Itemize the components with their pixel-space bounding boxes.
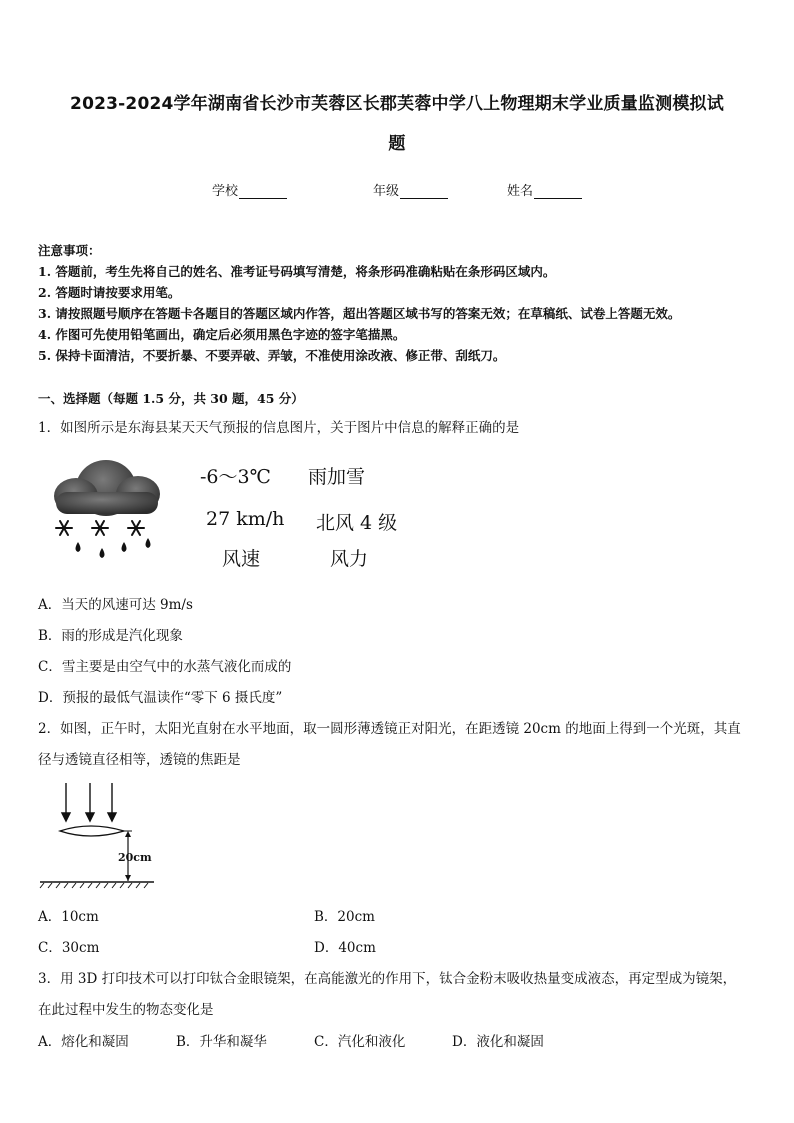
note-item-4: 4. 作图可先使用铅笔画出，确定后必须用黑色字迹的签字笔描黑。 (38, 327, 406, 342)
weather-wind: 北风 4 级 (316, 512, 398, 534)
note-item-1: 1. 答题前，考生先将自己的姓名、准考证号码填写清楚，将条形码准确粘贴在条形码区域内。 (38, 264, 556, 279)
q2-option-a[interactable]: A．10cm (38, 909, 99, 925)
q3-option-b[interactable]: B．升华和凝华 (176, 1034, 267, 1050)
notes-section (38, 240, 680, 366)
name-label: 姓名 (507, 184, 534, 199)
q2-option-c[interactable]: C．30cm (38, 940, 100, 956)
weather-wind-label: 风力 (330, 548, 369, 570)
q1-option-d[interactable]: D．预报的最低气温读作“零下 6 摄氏度” (38, 690, 283, 706)
document-title-line2: 题 (388, 134, 406, 154)
q2-option-d[interactable]: D．40cm (314, 940, 376, 956)
grade-field[interactable] (373, 180, 448, 199)
q2-option-b[interactable]: B．20cm (314, 909, 375, 925)
name-field[interactable] (507, 180, 582, 199)
weather-speed-label: 风速 (222, 548, 261, 570)
note-item-5: 5. 保持卡面清洁，不要折暴、不要弄破、弄皱，不准使用涂改液、修正带、刮纸刀。 (38, 348, 506, 363)
q3-stem-line1: 3．用 3D 打印技术可以打印钛合金眼镜架，在高能激光的作用下，钛合金粉末吸收热量变成液态，再定型成为镜架， (38, 971, 737, 987)
document-title-line1: 2023-2024学年湖南省长沙市芙蓉区长郡芙蓉中学八上物理期末学业质量监测模拟试 (70, 94, 724, 114)
q1-option-a[interactable]: A．当天的风速可达 9m/s (38, 597, 193, 613)
q1-stem: 1．如图所示是东海县某天天气预报的信息图片，关于图片中信息的解释正确的是 (38, 420, 520, 436)
weather-condition: 雨加雪 (308, 466, 366, 488)
grade-label: 年级 (373, 184, 400, 199)
q3-option-d[interactable]: D．液化和凝固 (452, 1034, 544, 1050)
weather-temp: -6～3℃ (200, 466, 271, 488)
school-label: 学校 (212, 184, 239, 199)
q1-option-b[interactable]: B．雨的形成是汽化现象 (38, 628, 183, 644)
q2-stem-line2: 径与透镜直径相等，透镜的焦距是 (38, 752, 241, 768)
lens-distance-label: 20cm (118, 851, 152, 864)
rain-snow-cloud-icon (50, 452, 162, 564)
school-field[interactable] (212, 180, 287, 199)
weather-speed: 27 km/h (206, 508, 285, 530)
section-heading: 一、选择题（每题 1.5 分，共 30 题，45 分） (38, 391, 304, 406)
q1-option-c[interactable]: C．雪主要是由空气中的水蒸气液化而成的 (38, 659, 292, 675)
q3-option-c[interactable]: C．汽化和液化 (314, 1034, 406, 1050)
lens-diagram (38, 775, 158, 890)
note-item-2: 2. 答题时请按要求用笔。 (38, 285, 181, 300)
notes-heading: 注意事项： (38, 243, 101, 258)
q3-stem-line2: 在此过程中发生的物态变化是 (38, 1002, 214, 1018)
note-item-3: 3. 请按照题号顺序在答题卡各题目的答题区域内作答，超出答题区域书写的答案无效；在草稿纸、试卷上答题无效。 (38, 306, 681, 321)
q3-option-a[interactable]: A．熔化和凝固 (38, 1034, 129, 1050)
q2-stem-line1: 2．如图，正午时，太阳光直射在水平地面，取一圆形薄透镜正对阳光，在距透镜 20cm 的地面上得到一个光斑，其直 (38, 721, 741, 737)
